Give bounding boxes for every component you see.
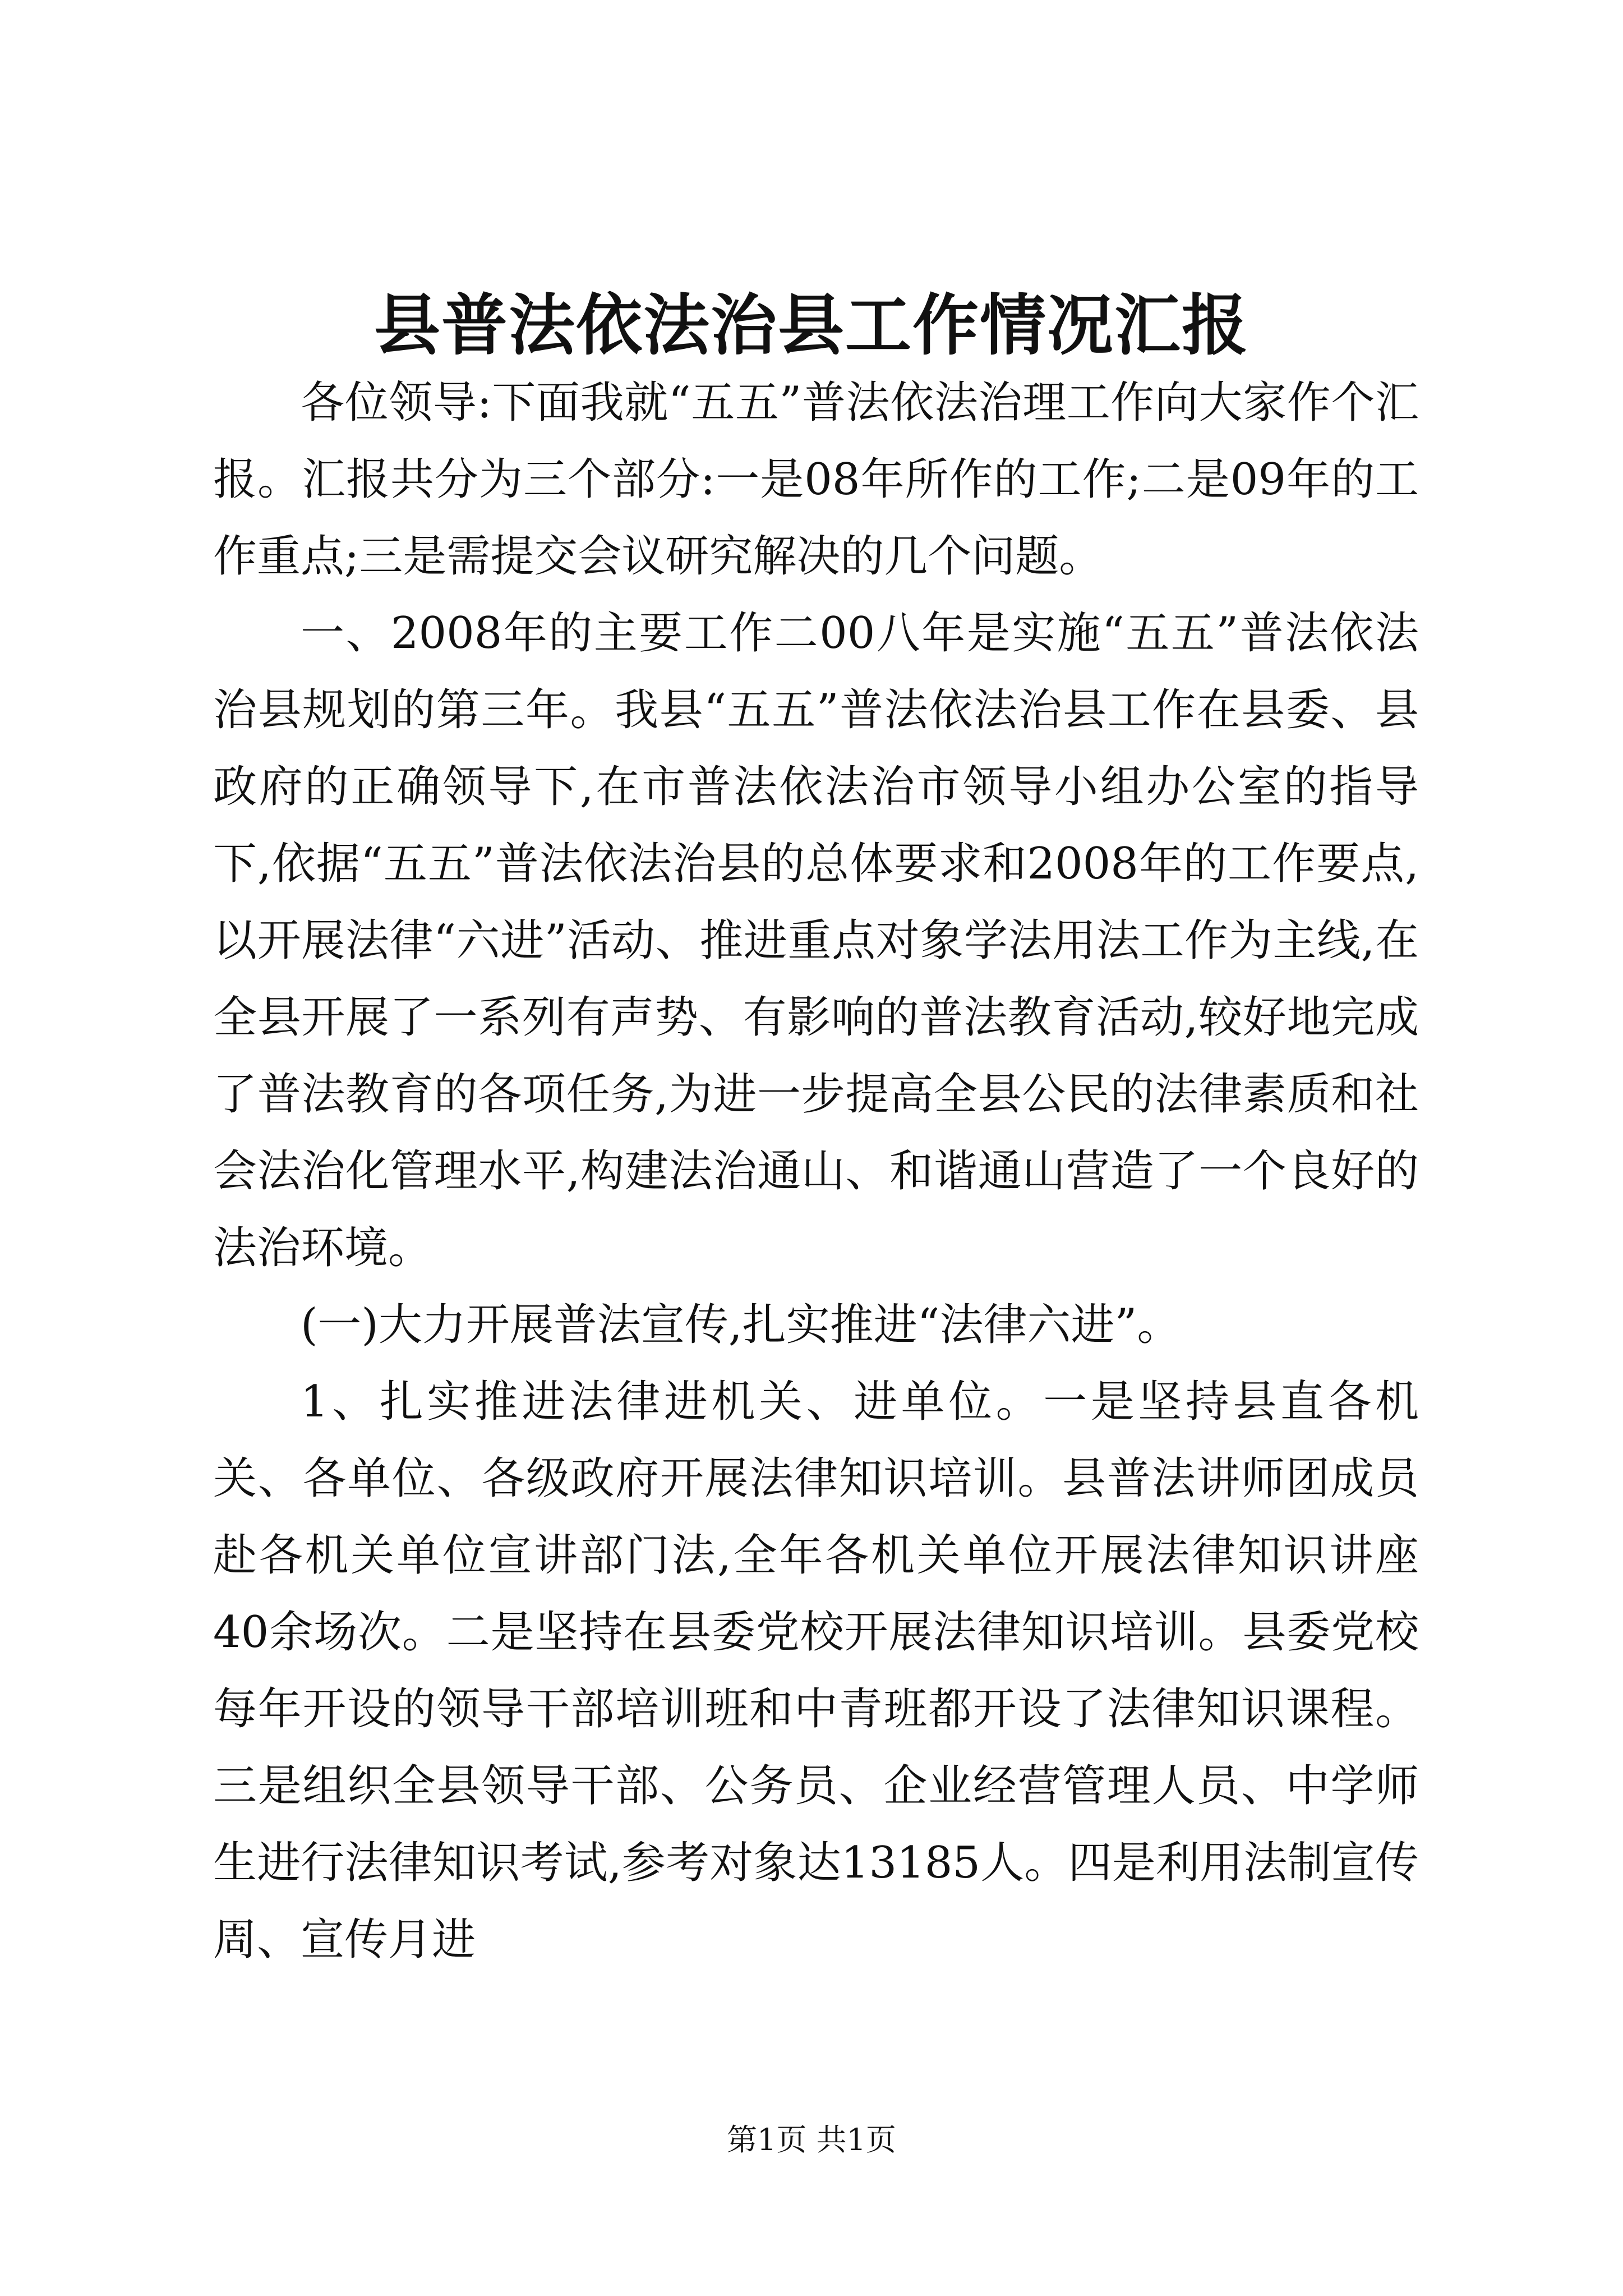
paragraph-section-one: 一、2008年的主要工作二00八年是实施“五五”普法依法治县规划的第三年。我县“五五”普法依法治县工作在县委、县政府的正确领导下,在市普法依法治市领导小组办公室的指导下,依据“五五”普法依法治县的总体要求和2008年的工作要点,以开展法律“六进”活动、推进重点对象学法用法工作为主线,在全县开展了一系列有声势、有影响的普法教育活动,较好地完成了普法教育的各项任务,为进一步提高全县公民的法律素质和社会法治化管理水平,构建法治通山、和谐通山营造了一个良好的法治环境。 xyxy=(213,608,1419,1273)
paragraph-intro: 各位领导:下面我就“五五”普法依法治理工作向大家作个汇报。汇报共分为三个部分:一是08年所作的工作;二是09年的工作重点;三是需提交会议研究解决的几个问题。 xyxy=(213,378,1419,582)
page-footer: 第1页 共1页 xyxy=(727,2122,896,2157)
document-title: 县普法依法治县工作情况汇报 xyxy=(374,286,1249,364)
document-body xyxy=(213,365,1419,1978)
paragraph-item-one: 1、扎实推进法律进机关、进单位。一是坚持县直各机关、各单位、各级政府开展法律知识培训。县普法讲师团成员赴各机关单位宣讲部门法,全年各机关单位开展法律知识讲座40余场次。二是坚持在县委党校开展法律知识培训。县委党校每年开设的领导干部培训班和中青班都开设了法律知识课程。三是组织全县领导干部、公务员、企业经营管理人员、中学师生进行法律知识考试,参考对象达13185人。四是利用法制宣传周、宣传月进 xyxy=(213,1377,1419,1965)
paragraph-subheading-one: (一)大力开展普法宣传,扎实推进“法律六进”。 xyxy=(301,1300,1181,1350)
